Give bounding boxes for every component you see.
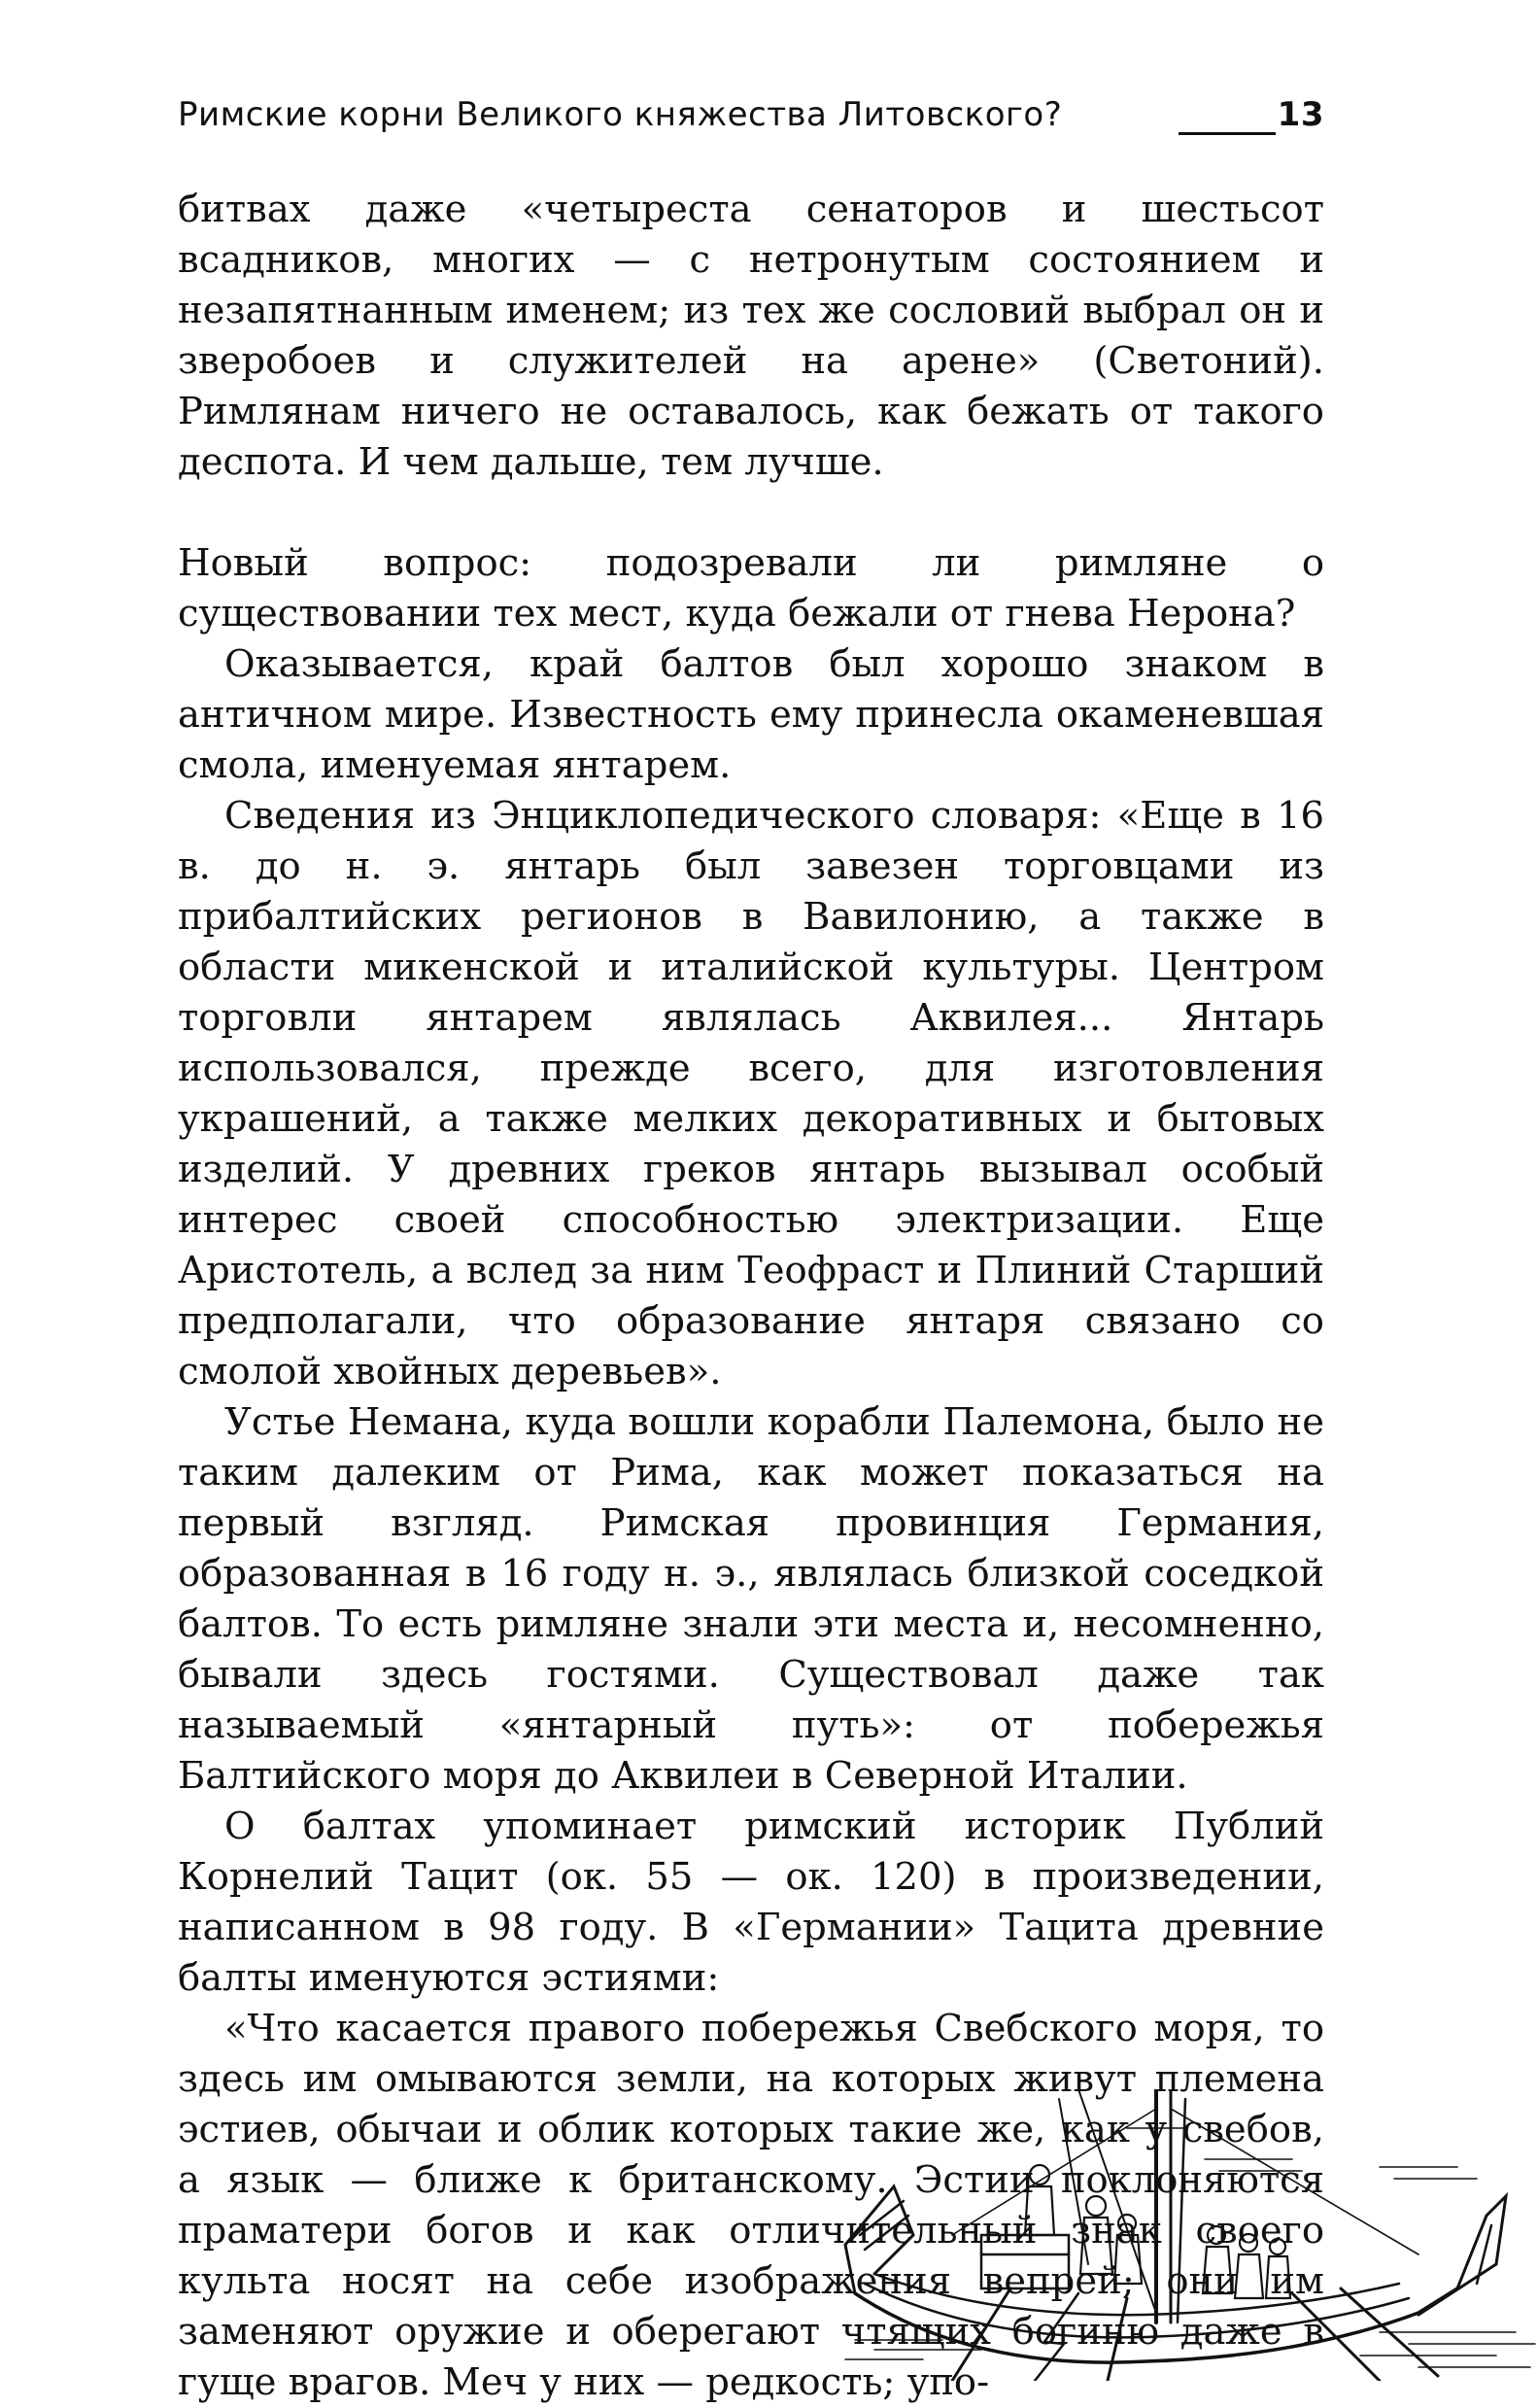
body-text <box>178 185 1324 2408</box>
paragraph-7: «Что касается правого побережья Свебского моря, то здесь им омываются земли, на которых живут племена эстиев, обычаи и облик которых такие же, как у свебов, а язык — ближе к британскому. Эстии поклоняются праматери богов и как отличительный знак своего культа носят на себе изображения вепрей; они им заменяют оружие и оберегают чтящих богиню даже в гуще врагов. Меч у них — редкость; упо- <box>178 2007 1324 2404</box>
paragraph-1: битвах даже «четыреста сенаторов и шестьсот всадников, многих — с нетронутым состоянием и незапятнанным именем; из тех же сословий выбрал он и зверобоев и служителей на арене» (Светоний). Римлянам ничего не оставалось, как бежать от такого деспота. И чем дальше, тем лучше. <box>178 188 1324 484</box>
water-lines <box>845 2128 1535 2367</box>
running-head-title: Римские корни Великого княжества Литовского? <box>178 95 1063 134</box>
ancient-ship-drawing <box>836 2089 1538 2381</box>
paragraph-3: Оказывается, край балтов был хорошо знаком в античном мире. Известность ему принесла окаменевшая смола, именуемая янтарем. <box>178 642 1324 787</box>
paragraph-6: О балтах упоминает римский историк Публий Корнелий Тацит (ок. 55 — ок. 120) в произведении, написанном в 98 году. В «Германии» Тацита древние балты именуются эстиями: <box>178 1805 1324 2000</box>
paragraph-5: Устье Немана, куда вошли корабли Палемона, было не таким далеким от Рима, как может показаться на первый взгляд. Римская провинция Германия, образованная в 16 году н. э., являлась близкой соседкой балтов. То есть римляне знали эти места и, несомненно, бывали здесь гостями. Существовал даже так называемый «янтарный путь»: от побережья Балтийского моря до Аквилеи в Северной Италии. <box>178 1400 1324 1798</box>
ship-illustration <box>836 2089 1538 2381</box>
paragraph-4: Сведения из Энциклопедического словаря: «Еще в 16 в. до н. э. янтарь был завезен торговцами из прибалтийских регионов в Вавилонию, а также в области микенской и италийской культуры. Центром торговли янтарем являлась Аквилея... Янтарь использовался, прежде всего, для изготовления украшений, а также мелких декоративных и бытовых изделий. У древних греков янтарь вызывал особый интерес своей способностью электризации. Еще Аристотель, а вслед за ним Теофраст и Плиний Старший предполагали, что образование янтаря связано со смолой хвойных деревьев». <box>178 794 1324 1393</box>
page-number: 13 <box>1277 95 1324 134</box>
running-head-rule <box>1179 132 1276 135</box>
running-head <box>178 95 1324 154</box>
paragraph-2: Новый вопрос: подозревали ли римляне о существовании тех мест, куда бежали от гнева Нерона? <box>178 541 1324 636</box>
